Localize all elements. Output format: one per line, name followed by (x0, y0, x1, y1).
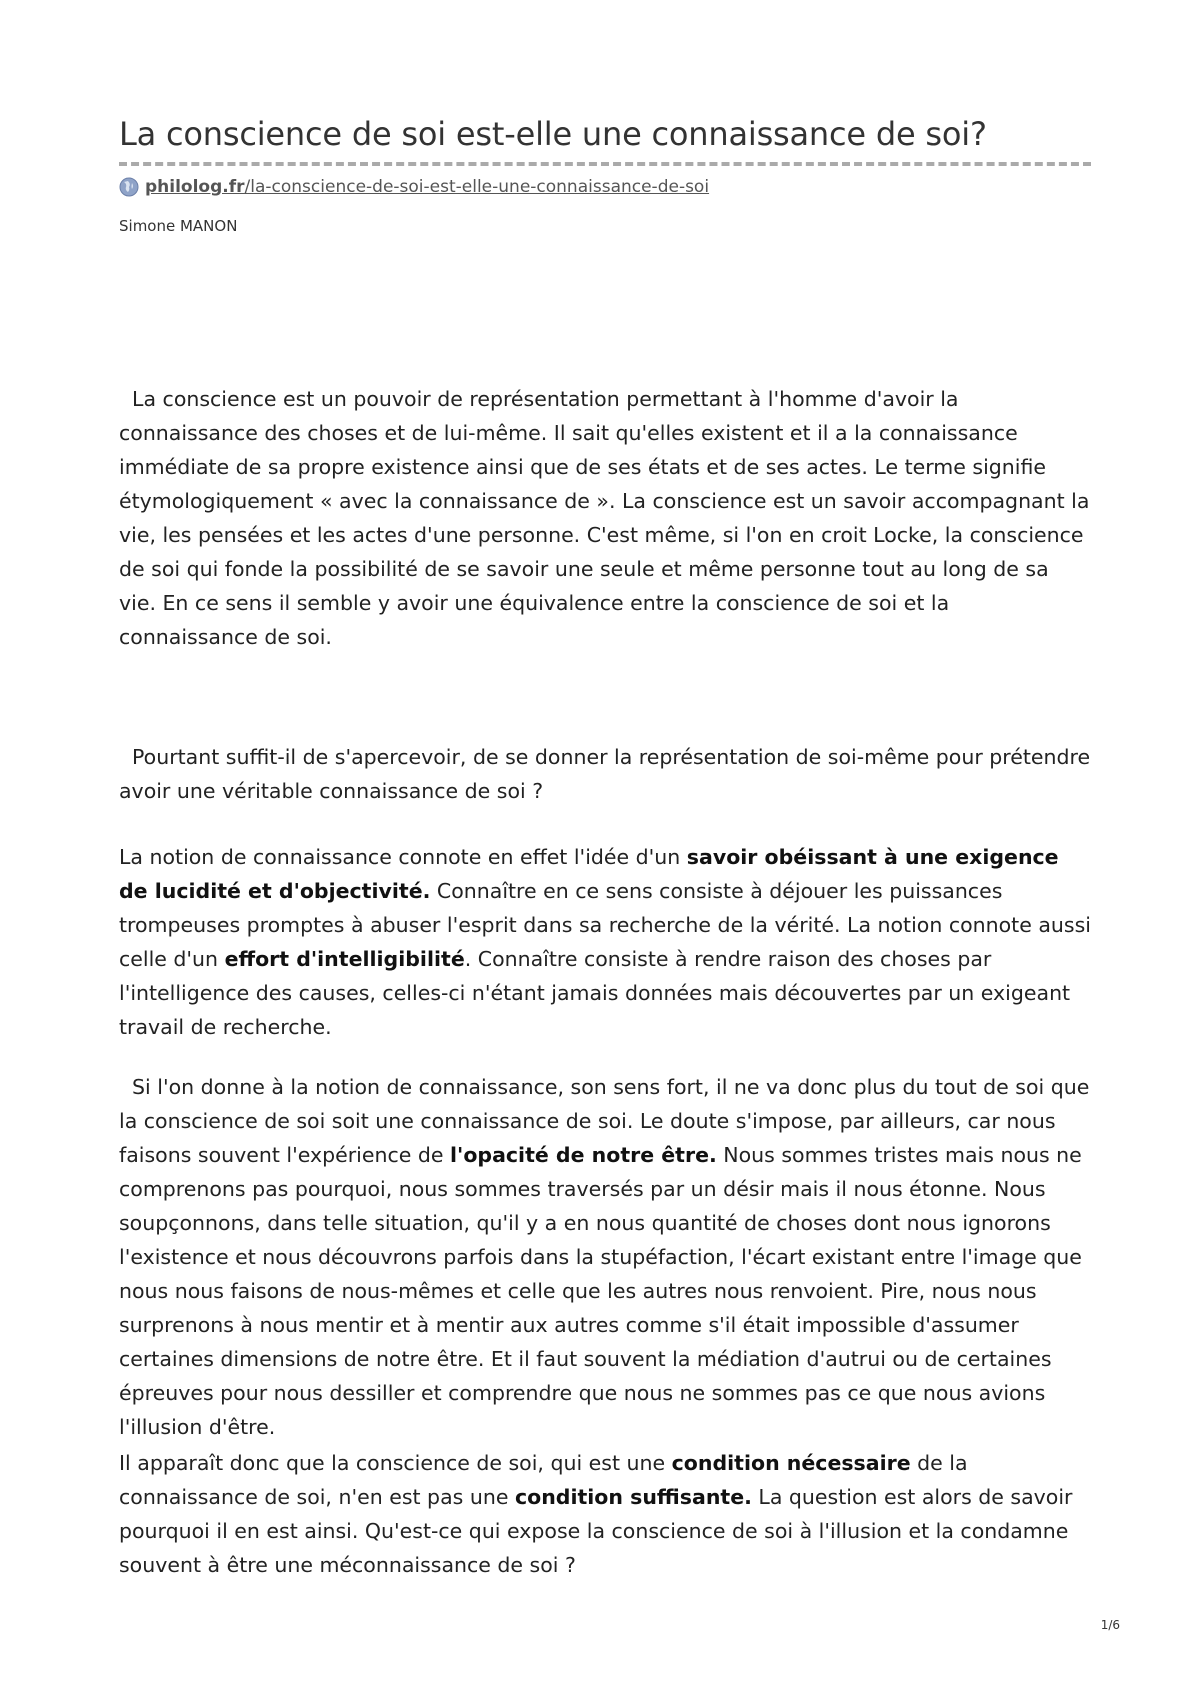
paragraph-4 (119, 1070, 1091, 1444)
source-path: /la-conscience-de-soi-est-elle-une-connaissance-de-soi (244, 177, 710, 197)
paragraph-5 (119, 1446, 1091, 1582)
paragraph-3-bold-2: effort d'intelligibilité (224, 947, 465, 971)
paragraph-4-bold-1: l'opacité de notre être. (450, 1143, 717, 1167)
paragraph-5-text-a: Il apparaît donc que la conscience de soi, qui est une (119, 1451, 672, 1475)
paragraph-5-bold-2: condition suffisante. (514, 1485, 752, 1509)
paragraph-5-bold-1: condition nécessaire (671, 1451, 911, 1475)
title-divider (119, 162, 1091, 166)
document-page (119, 112, 1091, 1577)
paragraph-2: Pourtant suffit-il de s'apercevoir, de se donner la représentation de soi-même pour prétendre avoir une véritable connaissance de soi ? (119, 745, 1091, 803)
page-number: 1/6 (1100, 1618, 1120, 1632)
paragraph-1: La conscience est un pouvoir de représentation permettant à l'homme d'avoir la connaissance des choses et de lui-même. Il sait qu'elles existent et il a la connaissance immédiate de sa propre existence ainsi que de ses états et de ses actes. Le terme signifie étymologiquement « avec la connaissance de ». La conscience est un savoir accompagnant la vie, les pensées et les actes d'une personne. C'est même, si l'on en croit Locke, la conscience de soi qui fonde la possibilité de se savoir une seule et même personne tout au long de sa vie. En ce sens il semble y avoir une équivalence entre la conscience de soi et la connaissance de soi. (119, 387, 1090, 649)
source-link[interactable] (145, 177, 709, 197)
paragraph-4-text-c: Nous sommes tristes mais nous ne comprenons pas pourquoi, nous sommes traversés par un désir mais il nous étonne. Nous soupçonnons, dans telle situation, qu'il y a en nous quantité de choses dont nous ignorons l'existence et nous découvrons parfois dans la stupéfaction, l'écart existant entre l'image que nous nous faisons de nous-mêmes et celle que les autres nous renvoient. Pire, nous nous surprenons à nous mentir et à mentir aux autres comme s'il était impossible d'assumer certaines dimensions de notre être. Et il faut souvent la médiation d'autrui ou de certaines épreuves pour nous dessiller et comprendre que nous ne sommes pas ce que nous avions l'illusion d'être. (119, 1143, 1082, 1439)
paragraph-3-text-c: Connaître en ce sens consiste à déjouer les puissances trompeuses promptes à abuser l'esprit dans sa recherche de la vérité. La notion connote aussi celle d'un (119, 879, 1091, 971)
source-line (119, 174, 1091, 200)
paragraph-3-bold-1: savoir obéissant à une exigence de lucidité et d'objectivité. (119, 845, 1059, 903)
page-title: La conscience de soi est-elle une connaissance de soi? (119, 115, 987, 153)
paragraph-3 (119, 840, 1091, 1044)
paragraph-4-text-a: Si l'on donne à la notion de connaissance, son sens fort, il ne va donc plus du tout de soi que la conscience de soi soit une connaissance de soi. Le doute s'impose, par ailleurs, car nous faisons souvent l'expérience de (119, 1075, 1090, 1167)
paragraph-5-text-d: La question est alors de savoir pourquoi il en est ainsi. Qu'est-ce qui expose la conscience de soi à l'illusion et la condamne souvent à être une méconnaissance de soi ? (119, 1485, 1073, 1577)
paragraph-3-text-a: La notion de connaissance connote en effet l'idée d'un (119, 845, 687, 869)
source-domain: philolog.fr (145, 177, 245, 197)
paragraph-3-text-d: . Connaître consiste à rendre raison des choses par l'intelligence des causes, celles-ci n'étant jamais données mais découvertes par un exigeant travail de recherche. (119, 947, 1071, 1039)
paragraph-5-text-c: de la connaissance de soi, n'en est pas une (119, 1451, 968, 1509)
author-name: Simone MANON (119, 217, 238, 235)
globe-icon (119, 177, 139, 197)
